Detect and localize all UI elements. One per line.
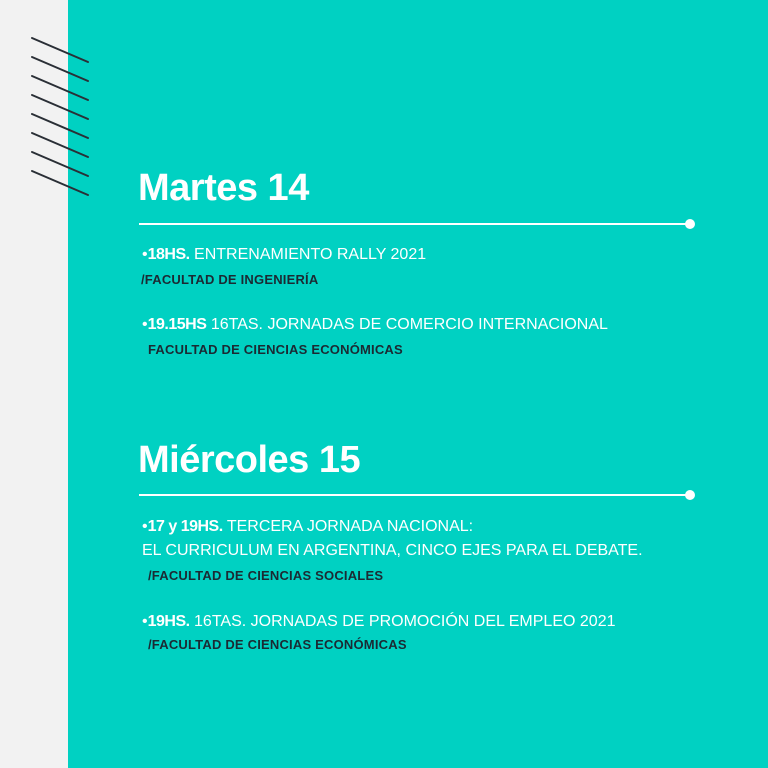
event-item: •18HS. ENTRENAMIENTO RALLY 2021 — [142, 246, 427, 263]
day-title-martes: Martes 14 — [138, 167, 309, 209]
event-faculty: /FACULTAD DE CIENCIAS SOCIALES — [148, 568, 384, 583]
event-time: 19.15HS — [147, 316, 207, 333]
event-title: 16TAS. JORNADAS DE PROMOCIÓN DEL EMPLEO 2021 — [194, 613, 616, 630]
divider-line — [139, 494, 687, 496]
event-faculty: /FACULTAD DE INGENIERÍA — [141, 272, 319, 287]
event-time: 19HS. — [147, 613, 190, 630]
event-time: 17 y 19HS. — [147, 518, 223, 535]
event-time: 18HS. — [147, 246, 190, 263]
divider-line — [139, 223, 687, 225]
event-title: TERCERA JORNADA NACIONAL: — [226, 518, 474, 535]
divider-dot — [685, 490, 695, 500]
day-title-miercoles: Miércoles 15 — [138, 439, 361, 481]
event-item: •19HS. 16TAS. JORNADAS DE PROMOCIÓN DEL EMPLEO 2021 — [142, 613, 616, 630]
event-faculty: /FACULTAD DE CIENCIAS ECONÓMICAS — [148, 637, 407, 652]
event-item: •17 y 19HS. TERCERA JORNADA NACIONAL: — [142, 518, 474, 535]
event-faculty: FACULTAD DE CIENCIAS ECONÓMICAS — [148, 342, 403, 357]
teal-panel — [68, 0, 768, 768]
event-title: ENTRENAMIENTO RALLY 2021 — [194, 246, 427, 263]
event-title-line2: EL CURRICULUM EN ARGENTINA, CINCO EJES PARA EL DEBATE. — [142, 542, 643, 559]
diagonal-stripes-decoration — [30, 36, 92, 206]
divider-dot — [685, 219, 695, 229]
event-item: •19.15HS 16TAS. JORNADAS DE COMERCIO INTERNACIONAL — [142, 316, 608, 333]
event-title: 16TAS. JORNADAS DE COMERCIO INTERNACIONAL — [210, 316, 608, 333]
